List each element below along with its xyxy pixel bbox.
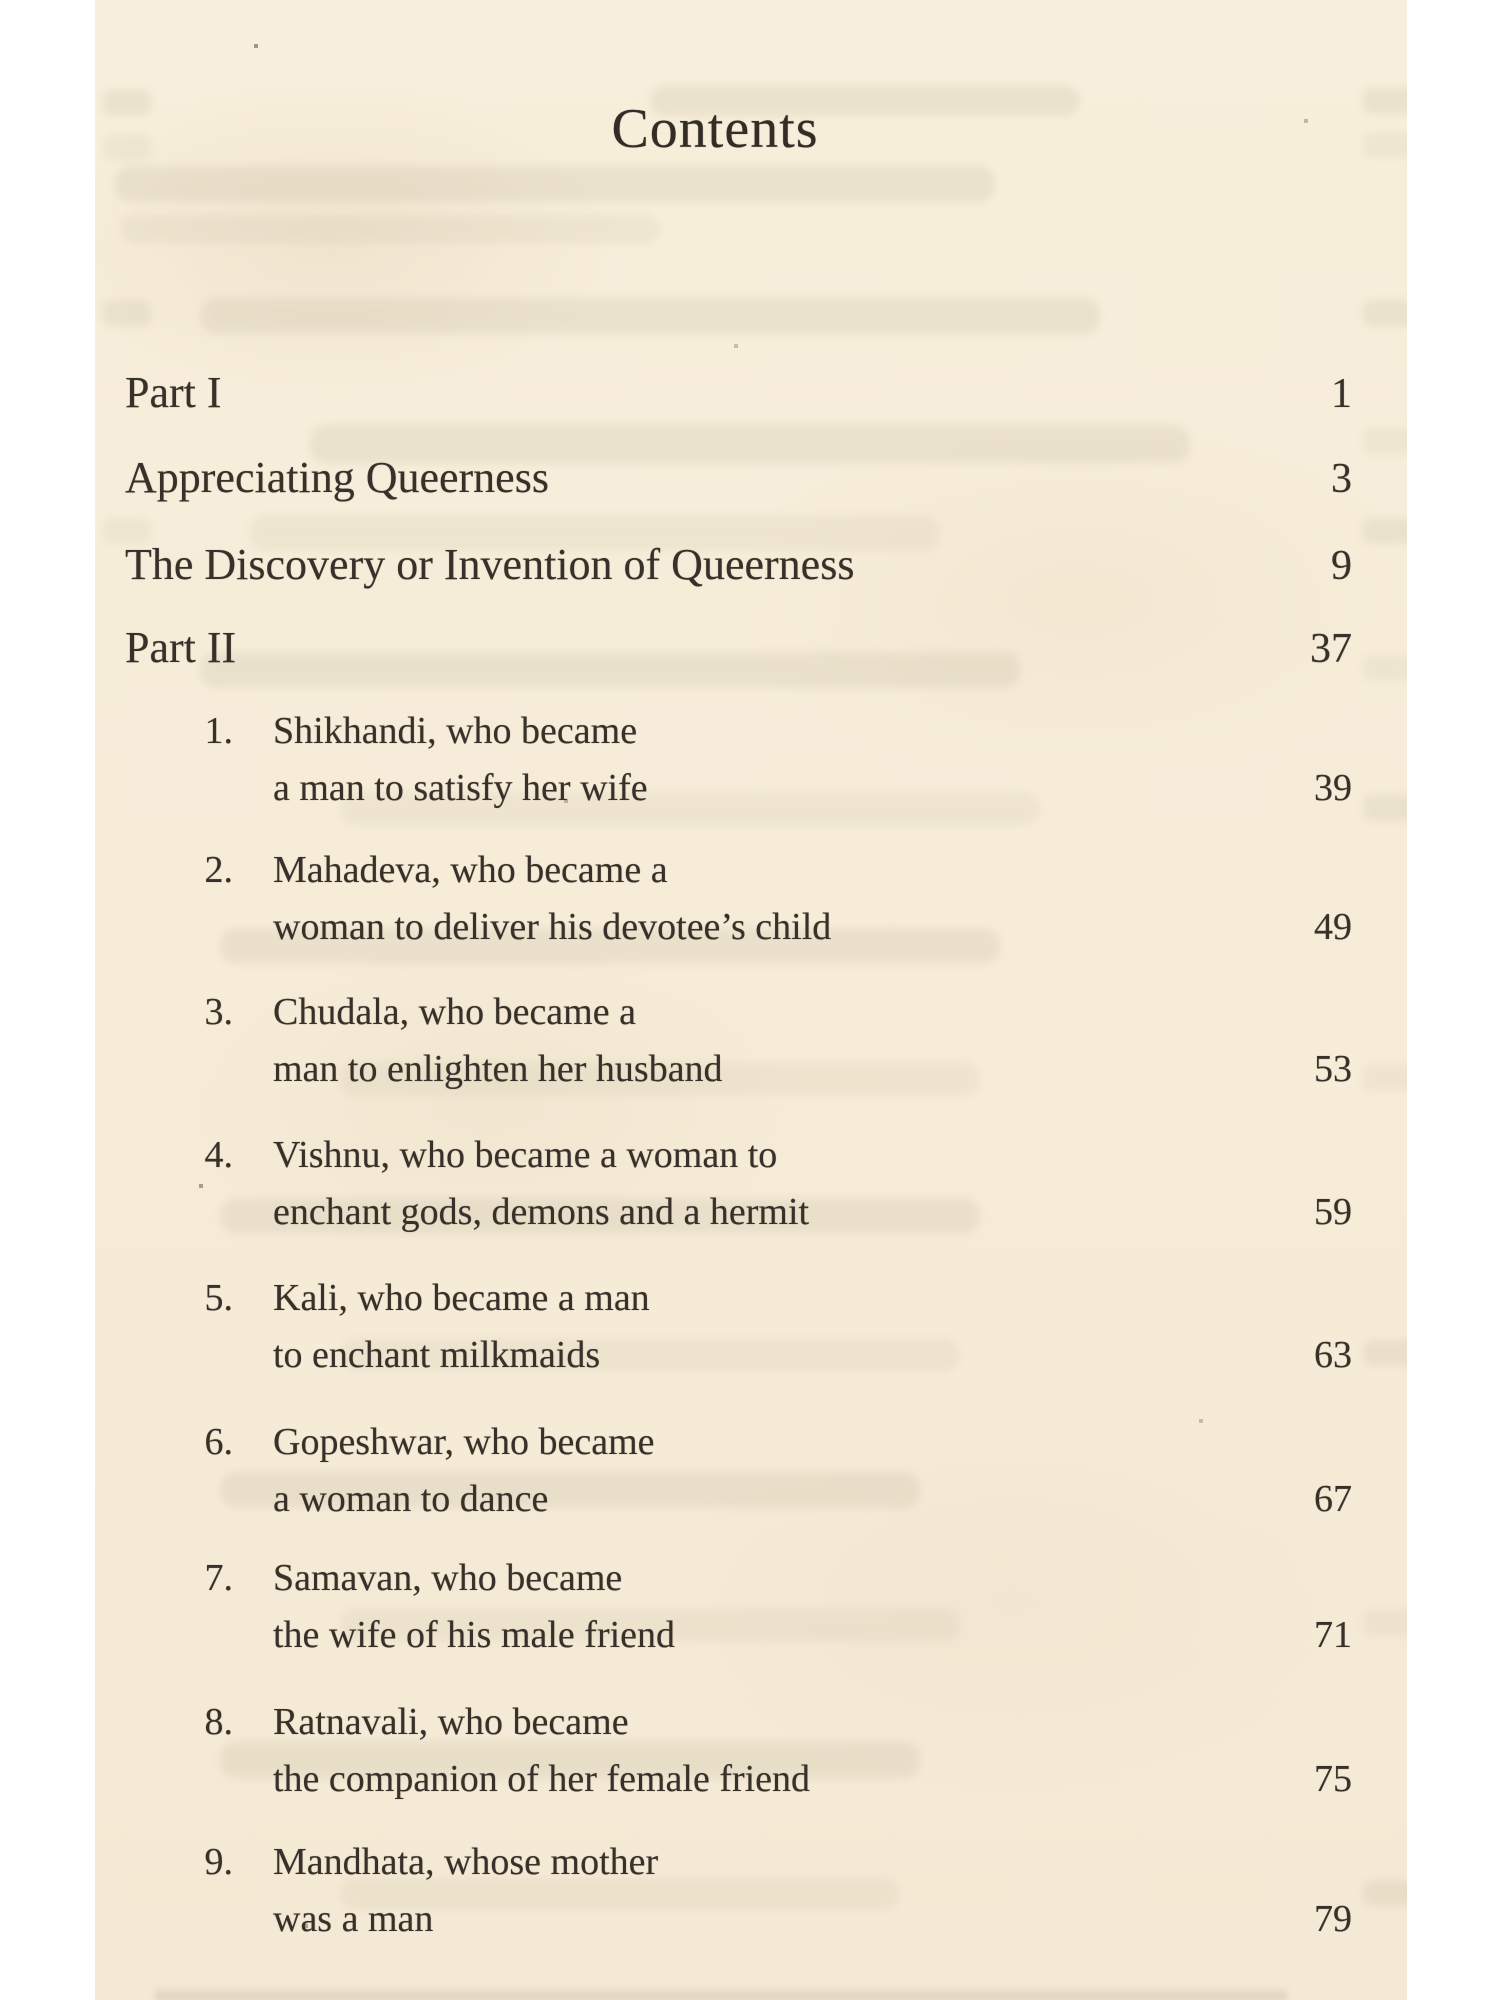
toc-entry [95, 1694, 1352, 1808]
toc-entry [95, 1834, 1352, 1948]
entry-title [273, 1550, 1352, 1664]
entry-line1: Kali, who became a man [273, 1277, 650, 1319]
bleed-through-smudge [1363, 1065, 1407, 1091]
bleed-through-smudge [1363, 1340, 1407, 1366]
entry-line2: woman to deliver his devotee’s child [273, 906, 832, 948]
bleed-through-smudge [1363, 655, 1407, 681]
chapter-label: The Discovery or Invention of Queerness [125, 540, 855, 589]
entry-line2: to enchant milkmaids [273, 1334, 601, 1376]
entry-line1: Samavan, who became [273, 1557, 623, 1599]
toc-entry [95, 1127, 1352, 1241]
entry-title [273, 1834, 1352, 1948]
entry-line1: Chudala, who became a [273, 991, 636, 1033]
part-label: Part II [125, 623, 237, 672]
toc-entry [95, 703, 1352, 817]
page-number: 39 [1314, 767, 1352, 809]
entry-title [273, 1127, 1352, 1241]
page-number: 37 [1310, 626, 1352, 672]
toc-part-row [125, 623, 1352, 672]
entry-line2: a man to satisfy her wife [273, 767, 648, 809]
entry-line2: the companion of her female friend [273, 1758, 811, 1800]
entry-number: 9. [204, 1841, 233, 1883]
part-label: Part I [125, 368, 222, 417]
entry-number: 3. [204, 991, 233, 1033]
entry-line1: Ratnavali, who became [273, 1701, 629, 1743]
entry-number: 6. [204, 1421, 233, 1463]
page-number: 75 [1314, 1758, 1352, 1800]
entry-title [273, 842, 1352, 956]
toc-chapter-row [125, 453, 1352, 502]
page-number: 53 [1314, 1048, 1352, 1090]
entry-line2: a woman to dance [273, 1478, 549, 1520]
page-title: Contents [611, 98, 819, 160]
bleed-through-smudge [103, 300, 151, 326]
page-number: 9 [1331, 543, 1352, 589]
dust-specks [95, 0, 97, 2]
page-number: 67 [1314, 1478, 1352, 1520]
bleed-through-smudge [120, 214, 660, 244]
toc-entry [95, 1270, 1352, 1384]
page-number: 3 [1331, 456, 1352, 502]
toc-chapter-row [125, 540, 1352, 589]
bleed-through-smudge [1363, 518, 1407, 544]
entry-number: 1. [204, 710, 233, 752]
entry-title [273, 984, 1352, 1098]
entry-line1: Shikhandi, who became [273, 710, 638, 752]
entry-line2: man to enlighten her husband [273, 1048, 723, 1090]
bleed-through-smudge [115, 166, 995, 202]
entry-number: 5. [204, 1277, 233, 1319]
bleed-through-smudge [1363, 1880, 1407, 1906]
bleed-through-smudge [1363, 1610, 1407, 1636]
toc-entry [95, 842, 1352, 956]
entry-number: 8. [204, 1701, 233, 1743]
bleed-through-smudge [200, 298, 1100, 334]
entry-title [273, 703, 1352, 817]
entry-title [273, 1694, 1352, 1808]
page-number: 49 [1314, 906, 1352, 948]
entry-line2: enchant gods, demons and a hermit [273, 1191, 810, 1233]
page-number: 59 [1314, 1191, 1352, 1233]
toc-entry [95, 1550, 1352, 1664]
entry-number: 4. [204, 1134, 233, 1176]
entry-line2: was a man [273, 1898, 434, 1940]
toc-entry [95, 1414, 1352, 1528]
bleed-through-smudge [1363, 428, 1407, 454]
contents-page [95, 0, 1407, 2000]
bleed-through-smudge [1363, 795, 1407, 821]
entry-line1: Mandhata, whose mother [273, 1841, 659, 1883]
chapter-label: Appreciating Queerness [125, 453, 549, 502]
entry-line2: the wife of his male friend [273, 1614, 676, 1656]
entry-title [273, 1270, 1352, 1384]
page-number: 63 [1314, 1334, 1352, 1376]
bleed-through-smudge [1363, 300, 1407, 326]
page-number: 1 [1331, 371, 1352, 417]
toc-entry [95, 984, 1352, 1098]
entry-title [273, 1414, 1352, 1528]
entry-line1: Vishnu, who became a woman to [273, 1134, 778, 1176]
page-number: 79 [1314, 1898, 1352, 1940]
entry-line1: Gopeshwar, who became [273, 1421, 655, 1463]
page-number: 71 [1314, 1614, 1352, 1656]
entry-line1: Mahadeva, who became a [273, 849, 668, 891]
toc-part-row [125, 368, 1352, 417]
entry-number: 7. [204, 1557, 233, 1599]
entry-number: 2. [204, 849, 233, 891]
